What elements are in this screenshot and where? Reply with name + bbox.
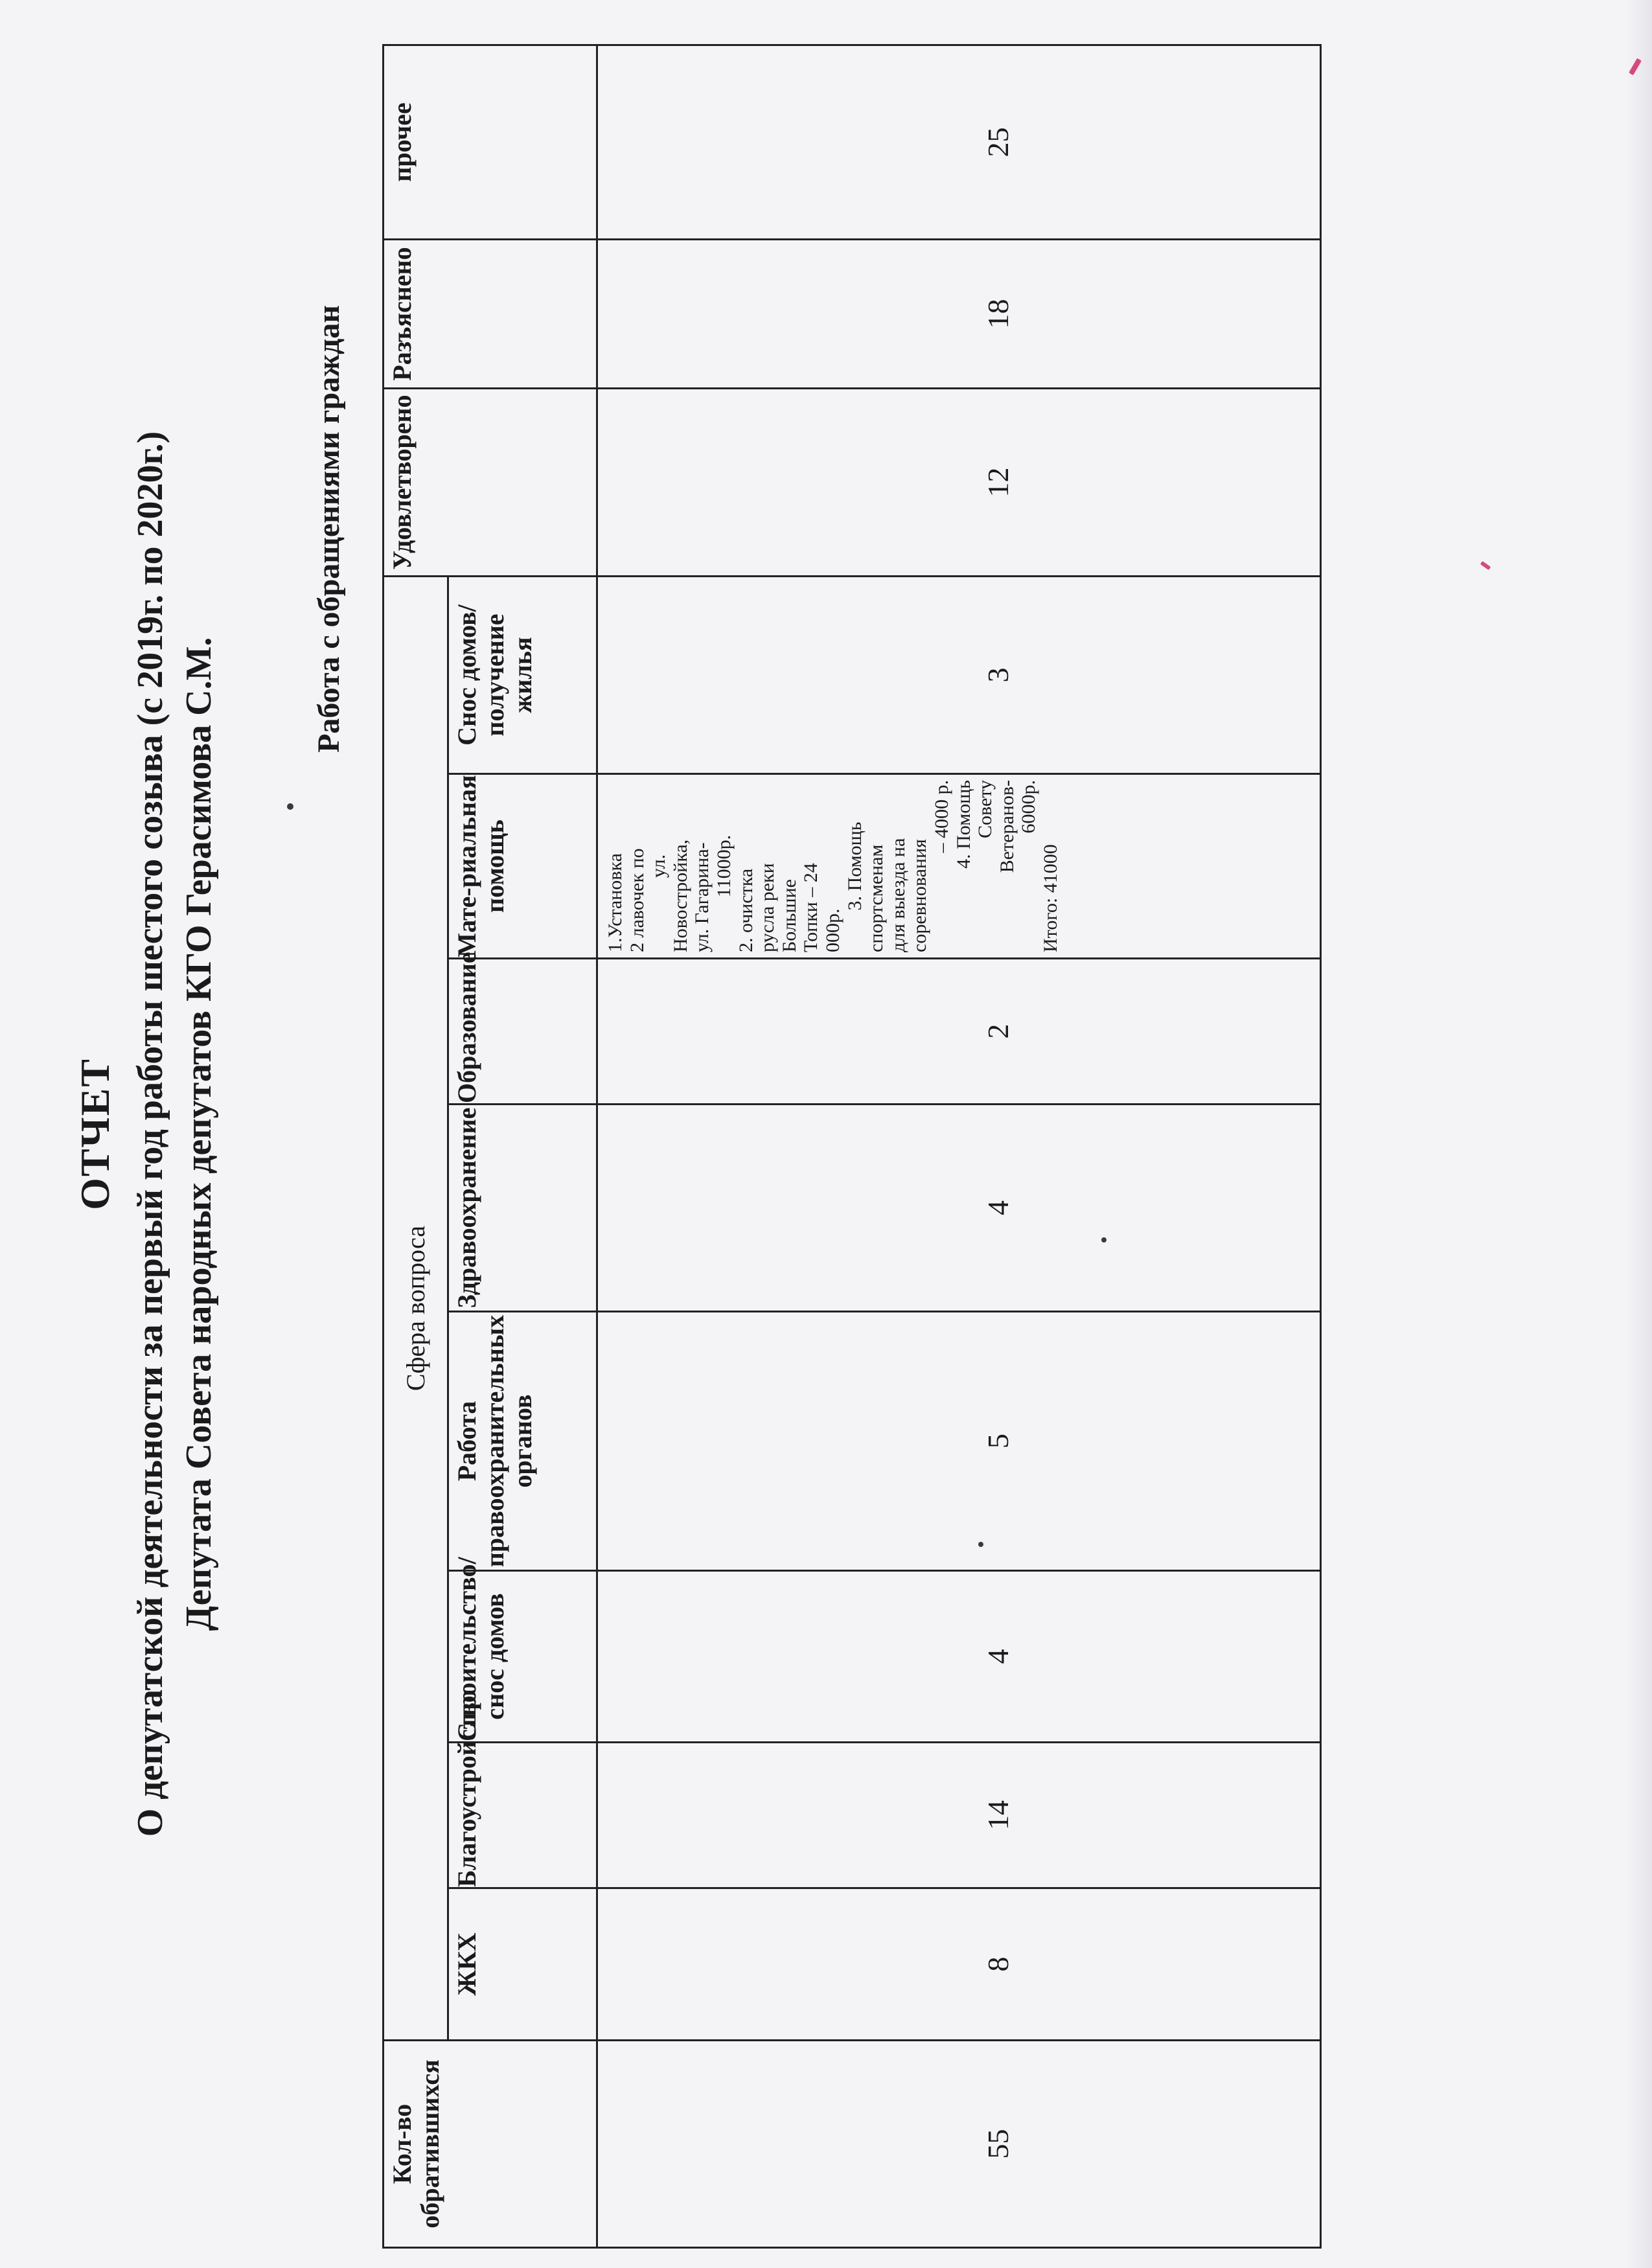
aid-line: ул. bbox=[648, 854, 670, 878]
header-other: прочее bbox=[384, 45, 597, 240]
cell-education: 2 bbox=[597, 959, 1321, 1105]
aid-line: русла реки bbox=[757, 863, 779, 952]
aid-line: Итого: 41000 bbox=[1039, 844, 1061, 952]
aid-line: 4. Помощь bbox=[952, 780, 974, 869]
aid-line: ул. Гагарина- bbox=[691, 842, 713, 952]
header-healthcare: Здравоохранение bbox=[448, 1105, 597, 1312]
aid-line: 6000р. bbox=[1018, 780, 1040, 834]
header-sphere: Сфера вопроса bbox=[384, 577, 448, 2041]
report-subtitle: О депутатской деятельности за первый год работы шестого созыва (с 2019г. по 2020г.) bbox=[130, 431, 170, 1837]
appeals-table bbox=[382, 44, 1322, 2249]
aid-line: спортсменам bbox=[866, 844, 888, 952]
aid-line: 2 лавочек по bbox=[626, 848, 648, 952]
aid-line: для выезда на bbox=[887, 838, 909, 952]
aid-line: 11000р. bbox=[713, 834, 735, 898]
aid-line: 1.Установка bbox=[604, 853, 626, 952]
cell-law-enforcement: 5 bbox=[597, 1312, 1321, 1571]
cell-count: 55 bbox=[597, 2041, 1321, 2248]
aid-line: Новостройка, bbox=[669, 839, 691, 952]
aid-line: – 4000 р. bbox=[930, 780, 952, 853]
report-title: ОТЧЕТ bbox=[72, 1058, 118, 1210]
cell-other: 25 bbox=[597, 45, 1321, 240]
cell-zhkh: 8 bbox=[597, 1888, 1321, 2041]
aid-line: 2. очистка bbox=[735, 868, 757, 952]
header-count: Кол-во обратившихся bbox=[384, 2041, 597, 2248]
aid-line: Топки – 24 bbox=[800, 863, 822, 952]
cell-construction: 4 bbox=[597, 1571, 1321, 1743]
cell-material-aid bbox=[597, 774, 1321, 959]
header-explained: Разъяснено bbox=[384, 240, 597, 389]
aid-line: Ветеранов- bbox=[996, 780, 1018, 873]
cell-healthcare: 4 bbox=[597, 1105, 1321, 1312]
cell-blago: 14 bbox=[597, 1743, 1321, 1888]
header-zhkh: ЖКХ bbox=[448, 1888, 597, 2041]
aid-line: Совету bbox=[974, 780, 996, 839]
header-law-enforcement: Работа правоохранительных органов bbox=[448, 1312, 597, 1571]
cell-explained: 18 bbox=[597, 240, 1321, 389]
cell-housing: 3 bbox=[597, 577, 1321, 774]
header-satisfied: Удовлетворено bbox=[384, 389, 597, 577]
aid-line: 000р. bbox=[821, 908, 843, 952]
aid-line: соревнования bbox=[909, 839, 931, 952]
header-material-aid: Мате-риальная помощь bbox=[448, 774, 597, 959]
deputy-name-line: Депутата Совета народных депутатов КГО Герасимова С.М. bbox=[179, 637, 219, 1631]
aid-line: Большие bbox=[778, 879, 800, 952]
header-blago: Благоустройство bbox=[448, 1743, 597, 1888]
header-housing: Снос домов/получение жилья bbox=[448, 577, 597, 774]
header-education: Образование bbox=[448, 959, 597, 1105]
section-heading: Работа с обращениями граждан bbox=[312, 305, 346, 753]
aid-line: 3. Помощь bbox=[843, 821, 866, 911]
cell-satisfied: 12 bbox=[597, 389, 1321, 577]
header-construction: Строительство/снос домов bbox=[448, 1571, 597, 1743]
